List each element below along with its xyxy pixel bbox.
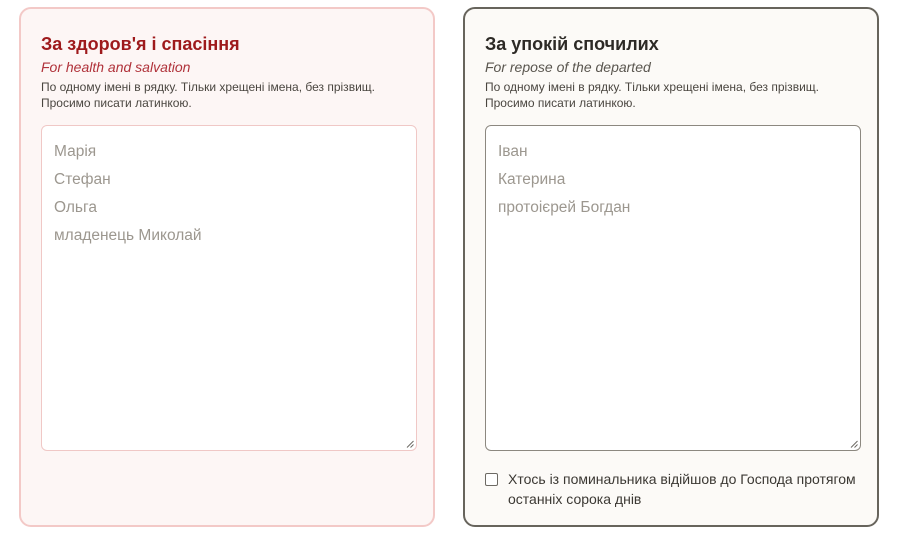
placeholder-name: Стефан xyxy=(54,171,111,188)
health-title: За здоров'я і спасіння xyxy=(41,34,240,54)
health-panel xyxy=(19,7,435,527)
repose-hint-line2: Просимо писати латинкою. xyxy=(485,96,636,110)
repose-title: За упокій спочилих xyxy=(485,34,659,54)
placeholder-name: Ольга xyxy=(54,199,97,216)
resize-grip-icon[interactable] xyxy=(850,440,858,448)
placeholder-name: Іван xyxy=(498,143,528,160)
placeholder-name: Катерина xyxy=(498,171,566,188)
resize-grip-icon[interactable] xyxy=(406,440,414,448)
health-subtitle: For health and salvation xyxy=(41,59,191,75)
repose-subtitle: For repose of the departed xyxy=(485,59,651,75)
health-hint-line2: Просимо писати латинкою. xyxy=(41,96,192,110)
recent-departed-option[interactable] xyxy=(485,469,861,509)
repose-names-placeholder xyxy=(498,138,848,222)
repose-names-textarea[interactable] xyxy=(485,125,861,451)
health-names-textarea[interactable] xyxy=(41,125,417,451)
placeholder-name: Марія xyxy=(54,143,97,160)
repose-hint-line1: По одному імені в рядку. Тільки хрещені імена, без прізвищ. xyxy=(485,80,819,94)
health-hint-line1: По одному імені в рядку. Тільки хрещені імена, без прізвищ. xyxy=(41,80,375,94)
placeholder-name: младенець Миколай xyxy=(54,227,202,244)
repose-hint xyxy=(485,79,857,111)
recent-departed-checkbox[interactable] xyxy=(485,473,498,486)
health-names-placeholder xyxy=(54,138,404,250)
repose-panel xyxy=(463,7,879,527)
placeholder-name: протоієрей Богдан xyxy=(498,199,631,216)
health-hint xyxy=(41,79,413,111)
recent-departed-label[interactable]: Хтось із поминальника відійшов до Господа протягом останніх сорока днів xyxy=(508,471,856,507)
